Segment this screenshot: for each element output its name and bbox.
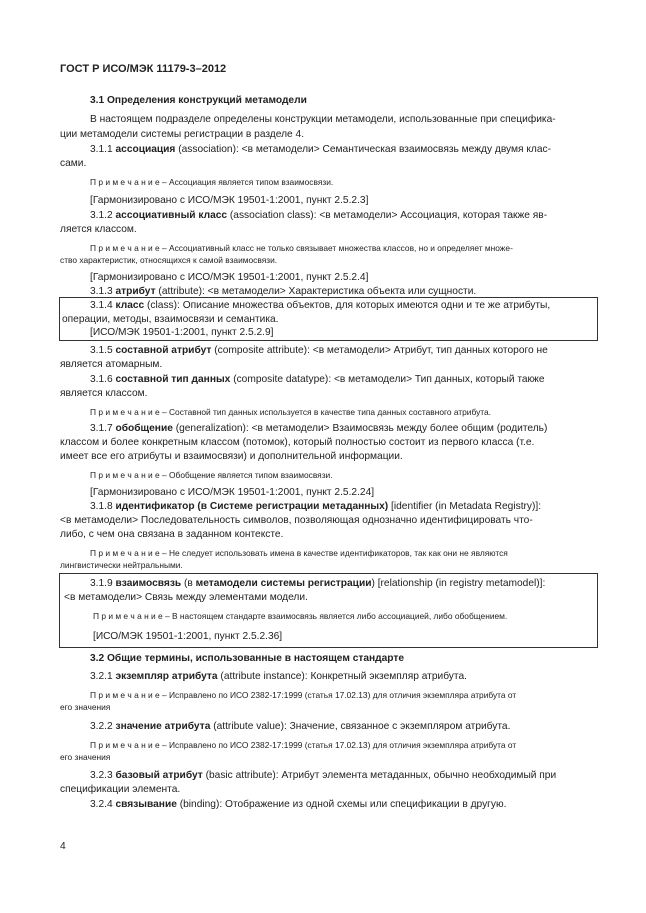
term-3-2-2: 3.2.2 значение атрибута (attribute value): Значение, связанное с экземпляром атрибута. [90,721,511,732]
note: П р и м е ч а н и е – Ассоциация является типом взаимосвязи. [90,177,334,187]
note: П р и м е ч а н и е – Ассоциативный класс не только связывает множества классов, но и определяет множе- [90,243,513,253]
term-3-1-5: 3.1.5 составной атрибут (composite attribute): <в метамодели> Атрибут, тип данных которого не [90,345,548,356]
term-qualifier: метамодели системы регистрации [195,578,372,589]
term-name: ассоциация [115,144,176,155]
term-name: составной атрибут [115,345,212,356]
term-3-1-3: 3.1.3 атрибут (attribute): <в метамодели> Характеристика объекта или сущности. [90,286,477,297]
note: П р и м е ч а н и е – В настоящем стандарте взаимосвязь является либо ассоциацией, либо обобщением. [93,611,508,621]
term-3-1-7-cont: классом и более конкретным классом (потомок), который полностью состоит из первого класса (т.е. [60,437,535,448]
section-heading-3-2: 3.2 Общие термины, использованные в настоящем стандарте [90,653,405,664]
note: П р и м е ч а н и е – Исправлено по ИСО 2382-17:1999 (статья 17.02.13) для отличия экземпляра атрибута от [90,690,517,700]
section-heading-3-1: 3.1 Определения конструкций метамодели [90,95,307,106]
note-cont: лингвистически нейтральными. [60,560,183,570]
term-3-1-8-cont: либо, с чем она связана в заданном контексте. [60,529,284,540]
note-cont: его значения [60,752,111,762]
term-name: обобщение [115,423,173,434]
term-3-1-9: 3.1.9 взаимосвязь (в метамодели системы регистрации) [relationship (in registry metamodel)]: [90,578,546,589]
note-cont: его значения [60,702,111,712]
term-name: атрибут [115,286,156,297]
source-reference: [Гармонизировано с ИСО/МЭК 19501-1:2001, пункт 2.5.2.24] [90,487,375,498]
term-name: идентификатор (в Системе регистрации метаданных) [115,501,389,512]
term-name: составной тип данных [115,374,231,385]
term-3-1-9-cont: <в метамодели> Связь между элементами модели. [64,592,308,603]
term-3-1-2-cont: ляется классом. [60,224,137,235]
term-3-1-7-cont: имеет все его атрибуты и взаимосвязи) и дополнительной информации. [60,451,403,462]
term-3-2-1: 3.2.1 экземпляр атрибута (attribute instance): Конкретный экземпляр атрибута. [90,671,467,682]
term-3-1-6: 3.1.6 составной тип данных (composite datatype): <в метамодели> Тип данных, который также [90,374,545,385]
term-3-1-6-cont: является классом. [60,388,148,399]
term-3-1-1: 3.1.1 ассоциация (association): <в метамодели> Семантическая взаимосвязь между двумя клас- [90,144,552,155]
term-name: класс [115,300,145,311]
term-3-1-1-cont: сами. [60,158,87,169]
term-3-1-5-cont: является атомарным. [60,359,163,370]
term-3-1-4-cont: операции, методы, взаимосвязи и семантика. [62,314,279,325]
source-reference: [Гармонизировано с ИСО/МЭК 19501-1:2001, пункт 2.5.2.3] [90,195,369,206]
term-3-2-4: 3.2.4 связывание (binding): Отображение из одной схемы или спецификации в другую. [90,799,507,810]
term-name: связывание [115,799,177,810]
source-reference: [ИСО/МЭК 19501-1:2001, пункт 2.5.2.9] [90,327,274,338]
source-reference: [ИСО/МЭК 19501-1:2001, пункт 2.5.2.36] [93,631,283,642]
term-3-1-8-cont: <в метамодели> Последовательность символов, позволяющая однозначно идентифицировать что- [60,515,533,526]
term-name: базовый атрибут [115,770,203,781]
term-3-1-8: 3.1.8 идентификатор (в Системе регистрации метаданных) [identifier (in Metadata Registry)]: [90,501,542,512]
term-3-2-3: 3.2.3 базовый атрибут (basic attribute): Атрибут элемента метаданных, обычно необходимый при [90,770,557,781]
term-name: значение атрибута [115,721,211,732]
note: П р и м е ч а н и е – Не следует использовать имена в качестве идентификаторов, так как они не являются [90,548,508,558]
term-3-1-2: 3.1.2 ассоциативный класс (association class): <в метамодели> Ассоциация, которая также яв- [90,210,548,221]
intro-line-1: В настоящем подразделе определены конструкции метамодели, использованные при специфика- [90,114,556,125]
term-3-1-7: 3.1.7 обобщение (generalization): <в метамодели> Взаимосвязь между более общим (родитель) [90,423,548,434]
term-name: ассоциативный класс [115,210,228,221]
note: П р и м е ч а н и е – Составной тип данных используется в качестве типа данных составного атрибута. [90,407,492,417]
source-reference: [Гармонизировано с ИСО/МЭК 19501-1:2001, пункт 2.5.2.4] [90,272,369,283]
intro-line-2: ции метамодели системы регистрации в разделе 4. [60,129,305,140]
document-header: ГОСТ Р ИСО/МЭК 11179-3–2012 [60,63,227,75]
note: П р и м е ч а н и е – Обобщение является типом взаимосвязи. [90,470,333,480]
term-name: экземпляр атрибута [115,671,218,682]
term-3-1-4: 3.1.4 класс (class): Описание множества объектов, для которых имеются одни и те же атрибуты, [90,300,551,311]
term-3-2-3-cont: спецификации элемента. [60,784,181,795]
note: П р и м е ч а н и е – Исправлено по ИСО 2382-17:1999 (статья 17.02.13) для отличия экземпляра атрибута от [90,740,517,750]
page-number: 4 [60,841,66,852]
term-name: взаимосвязь [115,578,182,589]
note-cont: ство характеристик, относящихся к самой взаимосвязи. [60,255,278,265]
